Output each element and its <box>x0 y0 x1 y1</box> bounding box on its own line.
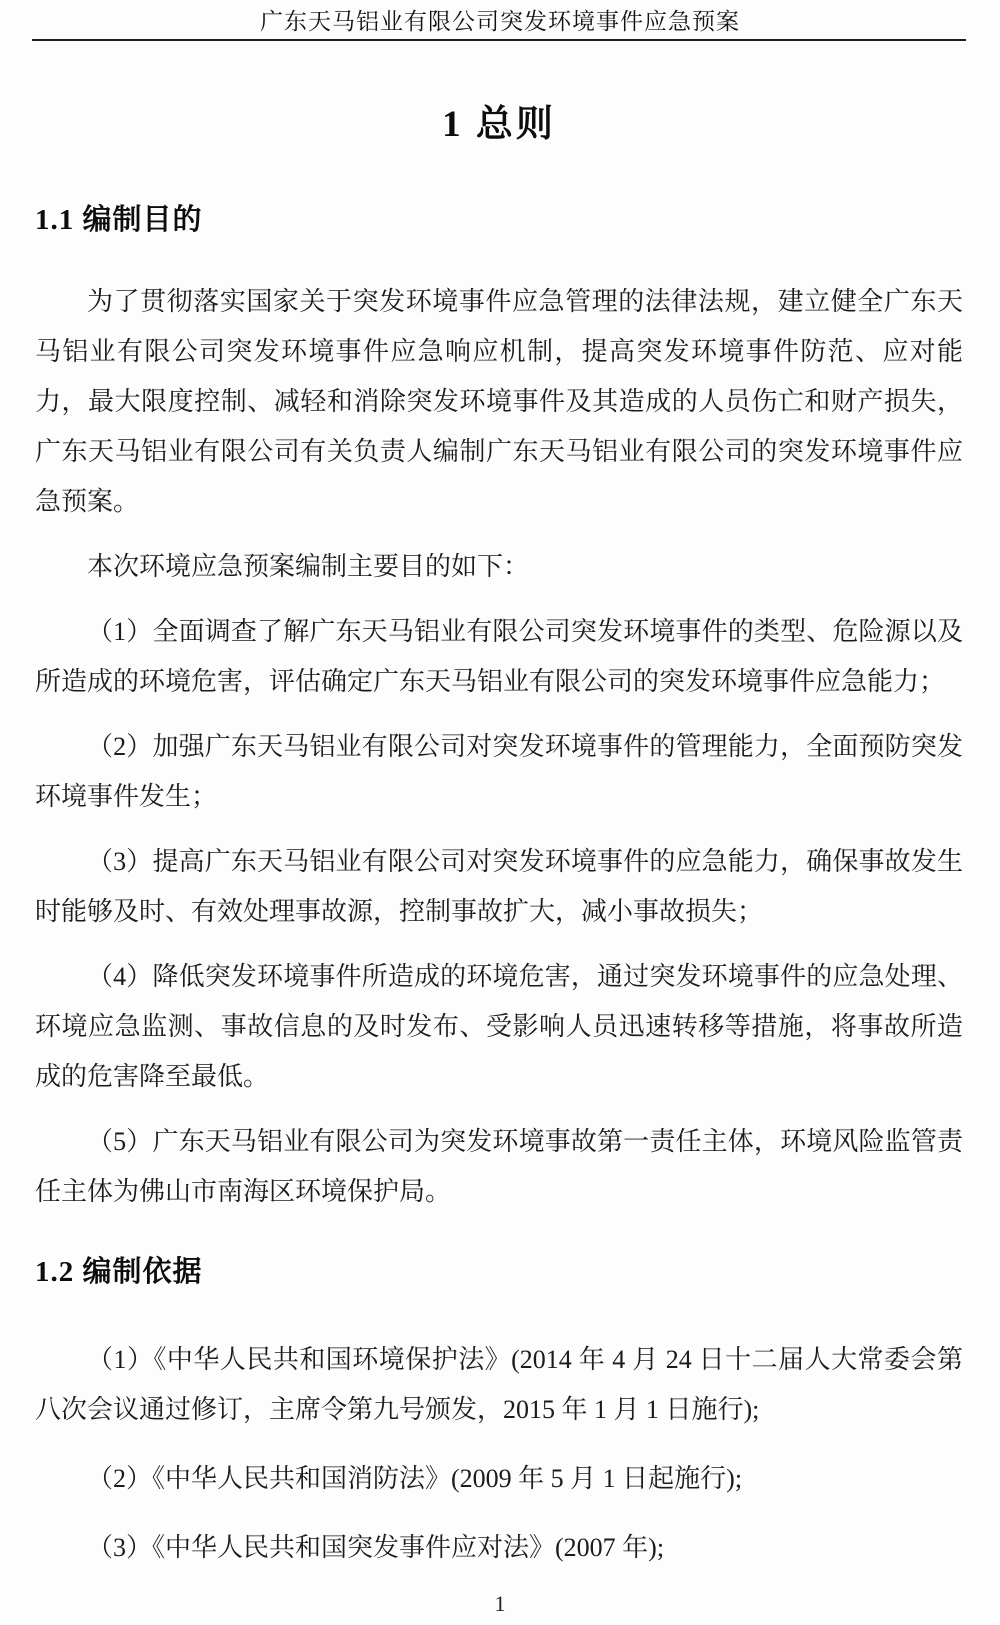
page-footer <box>0 1591 1000 1617</box>
paragraph-purpose-item-3: （3）提高广东天马铝业有限公司对突发环境事件的应急能力，确保事故发生时能够及时、有效处理事故源，控制事故扩大，减小事故损失； <box>35 847 963 926</box>
header-rule <box>32 39 966 41</box>
section-heading-1-2: 1.2 编制依据 <box>35 1256 203 1288</box>
paragraph-purpose-item-1: （1）全面调查了解广东天马铝业有限公司突发环境事件的类型、危险源以及所造成的环境危害，评估确定广东天马铝业有限公司的突发环境事件应急能力； <box>35 617 963 696</box>
paragraph-basis-item-1: （1）《中华人民共和国环境保护法》(2014 年 4 月 24 日十二届人大常委会第八次会议通过修订，主席令第九号颁发，2015 年 1 月 1 日施行); <box>35 1345 963 1424</box>
paragraph-basis-item-2: （2）《中华人民共和国消防法》(2009 年 5 月 1 日起施行); <box>87 1464 743 1493</box>
paragraph-purpose-item-2: （2）加强广东天马铝业有限公司对突发环境事件的管理能力，全面预防突发环境事件发生； <box>35 732 963 811</box>
paragraph-basis-item-3: （3）《中华人民共和国突发事件应对法》(2007 年); <box>87 1533 665 1562</box>
page-header <box>0 0 1000 41</box>
chapter-title: 1 总则 <box>442 104 556 145</box>
page-number: 1 <box>494 1591 506 1616</box>
paragraph-purpose-item-4: （4）降低突发环境事件所造成的环境危害，通过突发环境事件的应急处理、环境应急监测、事故信息的及时发布、受影响人员迅速转移等措施，将事故所造成的危害降至最低。 <box>35 962 963 1091</box>
document-body <box>0 101 1000 1573</box>
paragraph-purpose-item-5: （5）广东天马铝业有限公司为突发环境事故第一责任主体，环境风险监管责任主体为佛山市南海区环境保护局。 <box>35 1127 963 1206</box>
section-heading-1-1: 1.1 编制目的 <box>35 204 203 236</box>
paragraph-purpose-lead-in: 本次环境应急预案编制主要目的如下： <box>87 552 530 581</box>
header-title: 广东天马铝业有限公司突发环境事件应急预案 <box>260 9 740 34</box>
paragraph-purpose-intro: 为了贯彻落实国家关于突发环境事件应急管理的法律法规，建立健全广东天马铝业有限公司突发环境事件应急响应机制，提高突发环境事件防范、应对能力，最大限度控制、减轻和消除突发环境事件及其造成的人员伤亡和财产损失，广东天马铝业有限公司有关负责人编制广东天马铝业有限公司的突发环境事件应急预案。 <box>35 287 963 516</box>
